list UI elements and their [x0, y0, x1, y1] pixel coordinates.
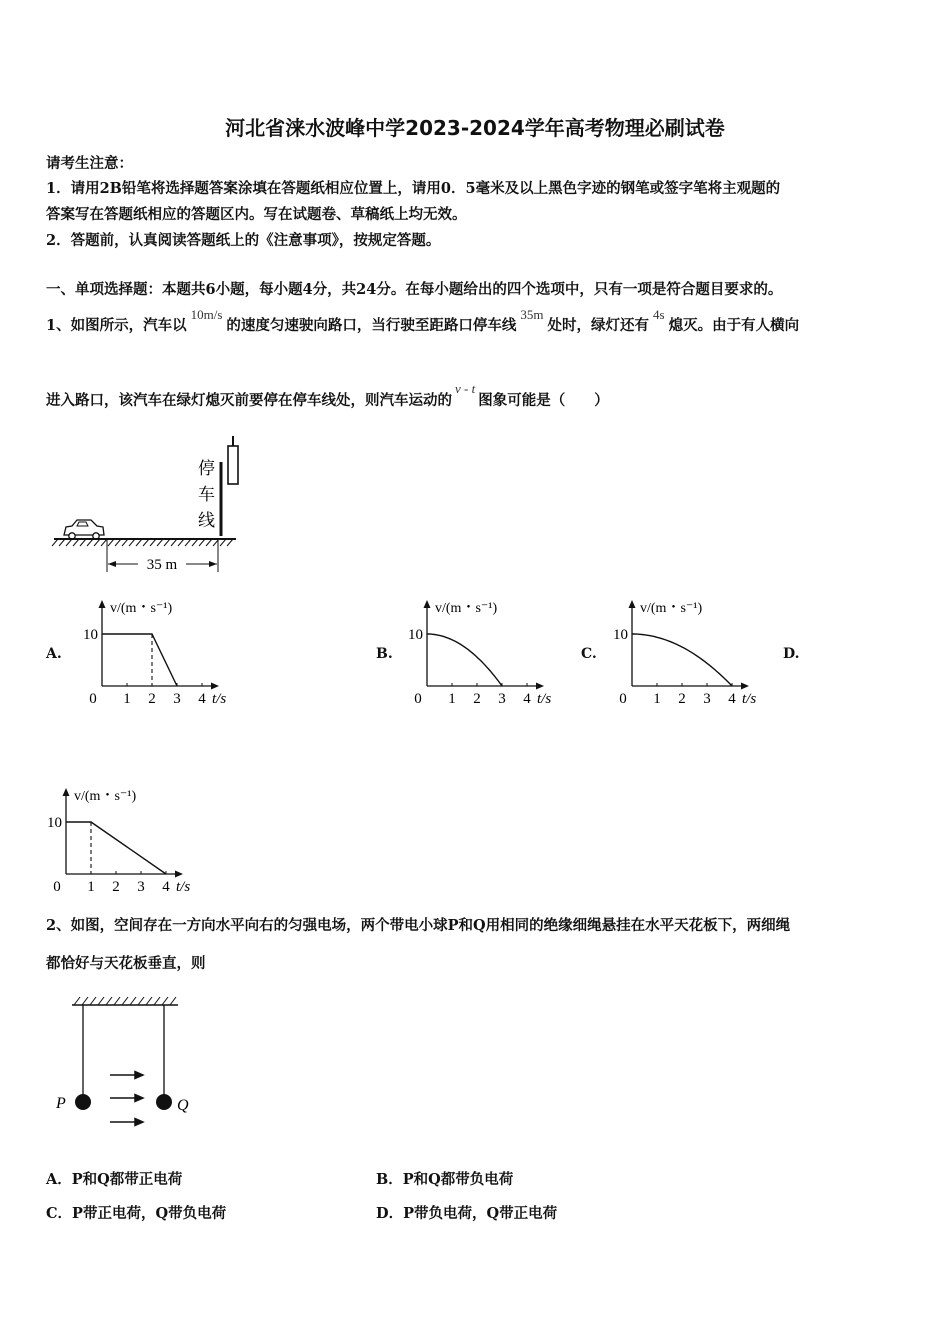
notice-line-1: 1．请用2B铅笔将选择题答案涂填在答题纸相应位置上，请用0．5毫米及以上黑色字迹的钢笔或签字笔将主观题的 — [46, 180, 781, 197]
q1-text-part2: 的速度匀速驶向路口，当行驶至距路口停车线 — [226, 317, 517, 334]
y-axis-label: v/(m・s⁻¹) — [435, 601, 498, 616]
q1-option-c-label: C. — [581, 646, 597, 662]
hatch-mark — [52, 539, 58, 546]
x-tick-label: 4 — [162, 879, 170, 895]
graph-c — [608, 592, 788, 712]
y-tick-label: 10 — [408, 627, 423, 643]
x-tick-label: 4 — [728, 691, 736, 707]
car-icon — [64, 520, 104, 539]
x-tick-label: 0 — [53, 879, 61, 895]
hatch-mark — [138, 997, 144, 1005]
q1-vt-label: v - t — [455, 381, 476, 396]
stop-line-char-3: 线 — [198, 511, 215, 530]
dimension-arrow-right-icon — [209, 561, 217, 567]
y-axis-arrow-icon — [99, 600, 106, 608]
hatch-mark — [114, 997, 120, 1005]
x-axis-label: t/s — [742, 691, 757, 707]
stop-line-char-2: 车 — [198, 485, 215, 504]
field-arrow-icon — [135, 1095, 143, 1102]
x-axis-arrow-icon — [211, 683, 219, 690]
x-tick-label: 3 — [703, 691, 711, 707]
hatch-mark — [122, 539, 128, 546]
x-axis-arrow-icon — [536, 683, 544, 690]
hatch-mark — [94, 539, 100, 546]
hatch-mark — [90, 997, 96, 1005]
hatch-mark — [220, 539, 226, 546]
q2-option-a: A．P和Q都带正电荷 — [46, 1171, 183, 1188]
hatch-mark — [106, 997, 112, 1005]
q2-line-2: 都恰好与天花板垂直，则 — [46, 955, 206, 972]
velocity-line — [102, 634, 177, 686]
hatch-mark — [108, 539, 114, 546]
x-tick-label: 3 — [498, 691, 506, 707]
velocity-line — [427, 634, 502, 686]
hatch-mark — [80, 539, 86, 546]
y-tick-label: 10 — [83, 627, 98, 643]
hatch-mark — [199, 539, 205, 546]
traffic-light-icon — [228, 446, 238, 484]
q1-speed: 10m/s — [190, 307, 223, 322]
x-tick-label: 4 — [198, 691, 206, 707]
distance-label: 35 m — [146, 557, 178, 573]
x-tick-label: 3 — [137, 879, 145, 895]
hatch-mark — [227, 539, 233, 546]
q1-line-1 — [46, 307, 800, 335]
hatch-mark — [130, 997, 136, 1005]
y-axis-arrow-icon — [424, 600, 431, 608]
hatch-mark — [150, 539, 156, 546]
x-axis-label: t/s — [537, 691, 552, 707]
notice-line-3: 2．答题前，认真阅读答题纸上的《注意事项》，按规定答题。 — [46, 232, 441, 249]
hatch-mark — [98, 997, 104, 1005]
q2-line-1: 2、如图，空间存在一方向水平向右的匀强电场，两个带电小球P和Q用相同的绝缘细绳悬挂在水平天花板下，两细绳 — [46, 917, 791, 934]
q2-figure — [50, 990, 210, 1135]
q1-time: 4s — [653, 307, 665, 322]
hatch-mark — [82, 997, 88, 1005]
ball-q — [156, 1094, 172, 1110]
x-tick-label: 2 — [473, 691, 481, 707]
hatch-mark — [162, 997, 168, 1005]
q1-text-line2a: 进入路口，该汽车在绿灯熄灭前要停在停车线处，则汽车运动的 — [46, 392, 452, 409]
x-tick-label: 2 — [112, 879, 120, 895]
field-arrow-icon — [135, 1072, 143, 1079]
y-axis-label: v/(m・s⁻¹) — [640, 601, 703, 616]
hatch-mark — [115, 539, 121, 546]
hatch-mark — [171, 539, 177, 546]
x-tick-label: 1 — [448, 691, 456, 707]
graph-d — [42, 780, 222, 900]
q1-option-a-label: A. — [46, 646, 62, 662]
hatch-mark — [73, 539, 79, 546]
y-axis-label: v/(m・s⁻¹) — [110, 601, 173, 616]
hatch-mark — [154, 997, 160, 1005]
y-tick-label: 10 — [47, 815, 62, 831]
x-tick-label: 2 — [148, 691, 156, 707]
stop-line-char-1: 停 — [198, 459, 215, 478]
x-tick-label: 4 — [523, 691, 531, 707]
dimension-arrow-left-icon — [108, 561, 116, 567]
y-axis-label: v/(m・s⁻¹) — [74, 789, 137, 804]
x-axis-label: t/s — [176, 879, 191, 895]
hatch-mark — [170, 997, 176, 1005]
hatch-mark — [164, 539, 170, 546]
q1-option-b-label: B. — [376, 646, 393, 662]
x-tick-label: 1 — [653, 691, 661, 707]
ball-p — [75, 1094, 91, 1110]
q1-text-part4: 熄灭。由于有人横向 — [668, 317, 800, 334]
y-axis-arrow-icon — [63, 788, 70, 796]
x-tick-label: 0 — [89, 691, 97, 707]
ceiling-hatching — [74, 997, 176, 1005]
label-q: Q — [177, 1097, 189, 1114]
hatch-mark — [122, 997, 128, 1005]
notice-heading: 请考生注意： — [46, 155, 133, 172]
graph-b — [403, 592, 583, 712]
hatch-mark — [66, 539, 72, 546]
hatch-mark — [143, 539, 149, 546]
y-axis-arrow-icon — [629, 600, 636, 608]
hatch-mark — [74, 997, 80, 1005]
hatch-mark — [101, 539, 107, 546]
x-tick-label: 0 — [414, 691, 422, 707]
x-axis-label: t/s — [212, 691, 227, 707]
y-tick-label: 10 — [613, 627, 628, 643]
hatch-mark — [206, 539, 212, 546]
label-p: P — [56, 1095, 66, 1112]
q1-text-line2b: 图象可能是（ ） — [478, 392, 609, 409]
section-heading: 一、单项选择题：本题共6小题，每小题4分，共24分。在每小题给出的四个选项中，只有一项是符合题目要求的。 — [46, 281, 783, 298]
graph-a — [78, 592, 258, 712]
x-axis-arrow-icon — [175, 871, 183, 878]
velocity-line — [632, 634, 732, 686]
x-tick-label: 0 — [619, 691, 627, 707]
field-arrows — [110, 1072, 143, 1126]
hatch-mark — [157, 539, 163, 546]
q1-line-2 — [46, 381, 609, 410]
q1-option-d-label: D. — [783, 646, 800, 662]
q2-option-c: C．P带正电荷，Q带负电荷 — [46, 1205, 227, 1222]
q2-option-b: B．P和Q都带负电荷 — [376, 1171, 514, 1188]
hatch-mark — [178, 539, 184, 546]
field-arrow-icon — [135, 1119, 143, 1126]
hatch-mark — [59, 539, 65, 546]
page-title: 河北省涞水波峰中学2023-2024学年高考物理必刷试卷 — [225, 116, 725, 140]
hatch-mark — [146, 997, 152, 1005]
hatch-mark — [192, 539, 198, 546]
ground-hatching — [52, 539, 233, 546]
q2-option-d: D．P带负电荷，Q带正电荷 — [376, 1205, 558, 1222]
q1-scene-figure — [50, 432, 250, 582]
q1-distance: 35m — [520, 307, 544, 322]
x-tick-label: 1 — [123, 691, 131, 707]
hatch-mark — [87, 539, 93, 546]
x-tick-label: 2 — [678, 691, 686, 707]
q1-text-part3: 处时，绿灯还有 — [547, 317, 650, 334]
hatch-mark — [136, 539, 142, 546]
hatch-mark — [185, 539, 191, 546]
x-tick-label: 1 — [87, 879, 95, 895]
x-tick-label: 3 — [173, 691, 181, 707]
q1-text-part1: 1、如图所示，汽车以 — [46, 317, 187, 334]
notice-line-2: 答案写在答题纸相应的答题区内。写在试题卷、草稿纸上均无效。 — [46, 206, 467, 223]
hatch-mark — [129, 539, 135, 546]
velocity-line — [66, 822, 166, 874]
x-axis-arrow-icon — [741, 683, 749, 690]
